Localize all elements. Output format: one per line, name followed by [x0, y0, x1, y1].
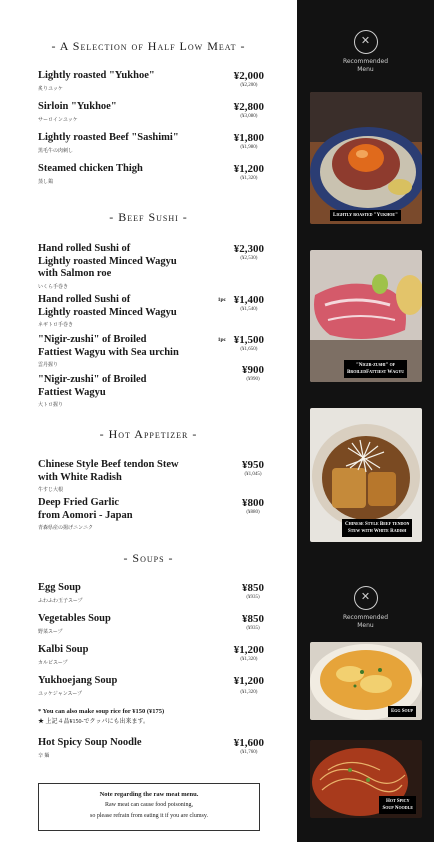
menu-item [38, 644, 264, 666]
item-jp-name: カルビスープ [38, 660, 68, 666]
item-tax-price: (¥1,045) [244, 472, 262, 477]
item-tax-price: (¥3,080) [240, 114, 258, 119]
item-tax-price: (¥880) [246, 510, 260, 515]
recommended-menu-label: Recommended Menu [342, 58, 389, 73]
item-jp-name: ユッケジャンスープ [38, 691, 83, 697]
photo-egg-soup [310, 642, 422, 720]
item-jp-name: 野菜スープ [38, 629, 63, 635]
item-price: ¥850 (¥935) [242, 582, 264, 600]
item-price: ¥1,800 (¥1,980) [233, 132, 264, 150]
photo-nigiri [310, 250, 422, 382]
item-tax-price: (¥1,320) [240, 690, 258, 695]
item-price: ¥950 (¥1,045) [242, 459, 264, 477]
item-name: Egg Soup [38, 582, 81, 593]
recommended-logo [297, 30, 434, 74]
item-jp-name: ふわふわ玉子スープ [38, 598, 83, 604]
photo-beef-tendon-stew [310, 408, 422, 542]
recommended-menu-label: Recommended Menu [342, 614, 389, 629]
item-jp-name: 黒毛牛の肉刺し [38, 148, 74, 154]
item-jp-name: 辛 麺 [38, 753, 50, 759]
item-name: Hand rolled Sushi of Lightly roasted Minced Wagyu [38, 294, 177, 318]
section-title-beef-sushi: - Beef Sushi - [109, 210, 188, 224]
raw-meat-notice-box [38, 783, 260, 831]
item-jp-name: 牛すじ大根 [38, 488, 64, 493]
item-tax-price: (¥935) [246, 595, 260, 600]
item-tax-price: (¥1,760) [240, 750, 258, 755]
menu-item [38, 364, 264, 408]
photo-caption: "Nigir-zushi" of BroiledFattiest Wagyu [344, 360, 407, 378]
menu-item [38, 70, 264, 92]
item-tax-price: (¥935) [246, 626, 260, 631]
item-tax-price: (¥1,320) [240, 176, 258, 181]
menu-item [38, 294, 264, 328]
menu-item [38, 675, 264, 697]
section-title-hot-appetizer: - Hot Appetizer - [99, 427, 198, 441]
item-name: Yukhoejang Soup [38, 675, 118, 686]
item-price: ¥2,800 (¥3,080) [233, 101, 264, 119]
yukhoe-image [310, 92, 422, 224]
item-jp-name: 青森県産の揚げニンニク [38, 526, 94, 531]
item-name: Lightly roasted Beef "Sashimi" [38, 132, 179, 143]
section-title-soups: - Soups - [123, 551, 174, 565]
menu-item [38, 582, 264, 604]
item-price: ¥2,000 (¥2,200) [233, 70, 264, 88]
item-name: Steamed chicken Thigh [38, 163, 143, 174]
menu-item [38, 132, 264, 154]
photo-yukhoe [310, 92, 422, 224]
item-jp-name: 雲丹握り [38, 363, 59, 368]
item-price: ¥800 (¥880) [242, 497, 264, 515]
photo-caption: Egg Soup [388, 706, 416, 717]
item-piece-count: 1pc [217, 297, 226, 303]
photo-caption: Lightly roasted "Yukhoe" [330, 210, 401, 221]
item-tax-price: (¥2,530) [240, 256, 258, 261]
menu-item [38, 101, 264, 123]
item-tax-price: (¥990) [246, 377, 260, 382]
item-tax-price: (¥1,540) [240, 307, 258, 312]
restaurant-logo-icon: ✕ [354, 30, 378, 54]
item-price: ¥1,200 (¥1,320) [233, 644, 264, 662]
item-price: ¥2,300 (¥2,530) [233, 243, 264, 261]
item-name: "Nigir-zushi" of Broiled Fattiest Wagyu with Sea urchin [38, 334, 179, 358]
item-tax-price: (¥2,200) [240, 83, 258, 88]
item-tax-price: (¥1,320) [240, 657, 258, 662]
menu-item [38, 737, 264, 759]
item-name: Deep Fried Garlic from Aomori - Japan [38, 497, 133, 521]
item-price: ¥900 (¥990) [242, 364, 264, 382]
item-name: Chinese Style Beef tendon Stew with White Radish [38, 459, 179, 483]
item-name: "Nigir-zushi" of Broiled Fattiest Wagyu [38, 374, 147, 398]
item-name: Sirloin "Yukhoe" [38, 101, 117, 112]
raw-meat-notice-title: Note regarding the raw meat menu. [99, 791, 199, 798]
item-price: ¥850 (¥935) [242, 613, 264, 631]
menu-item [38, 243, 264, 290]
item-price: ¥1,600 (¥1,760) [233, 737, 264, 755]
photo-caption: Chinese Style Beef tendon Stew with White Radish [342, 519, 412, 537]
item-price: ¥1,200 (¥1,320) [233, 675, 264, 695]
soup-rice-note-en: * You can also make soup rice for ¥150 (¥175) [38, 708, 165, 715]
item-jp-name: サーロインユッケ [38, 117, 78, 123]
soup-rice-note [38, 707, 260, 727]
item-jp-name: 蒸し鶏 [38, 179, 54, 185]
restaurant-logo-icon: ✕ [354, 586, 378, 610]
item-tax-price: (¥1,980) [240, 145, 258, 150]
item-price: ¥1,400 (¥1,540) [233, 294, 264, 312]
item-name: Vegetables Soup [38, 613, 111, 624]
menu-item [38, 497, 264, 531]
item-jp-name: いくら手巻き [38, 284, 69, 290]
item-name: Lightly roasted "Yukhoe" [38, 70, 155, 81]
item-name: Hot Spicy Soup Noodle [38, 737, 142, 748]
photo-caption: Hot Spicy Soup Noodle [379, 796, 416, 814]
menu-item [38, 613, 264, 635]
item-jp-name: 大トロ握り [38, 403, 64, 408]
item-jp-name: ネギトロ手巻き [38, 323, 74, 328]
menu-item [38, 334, 264, 368]
menu-item [38, 163, 264, 185]
item-price: ¥1,500 (¥1,650) [233, 334, 264, 352]
recommended-sidebar [297, 0, 434, 842]
item-tax-price: (¥1,650) [240, 347, 258, 352]
recommended-logo [297, 586, 434, 630]
section-title-half-low-meat: - A Selection of Half Low Meat - [51, 39, 246, 53]
item-price: ¥1,200 (¥1,320) [233, 163, 264, 181]
raw-meat-notice-line: Raw meat can cause food poisoning, [105, 802, 193, 808]
item-name: Kalbi Soup [38, 644, 89, 655]
photo-hot-spicy-soup-noodle [310, 740, 422, 818]
item-piece-count: 1pc [217, 337, 226, 343]
item-jp-name: 炙りユッケ [38, 86, 63, 92]
menu-item [38, 459, 264, 493]
soup-rice-note-jp: ★ 上記４品¥150-でクッパにも出来ます。 [38, 719, 150, 725]
raw-meat-notice-line: so please refrain from eating it if you are clumsy. [90, 813, 208, 819]
item-name: Hand rolled Sushi of Lightly roasted Minced Wagyu with Salmon roe [38, 243, 177, 279]
